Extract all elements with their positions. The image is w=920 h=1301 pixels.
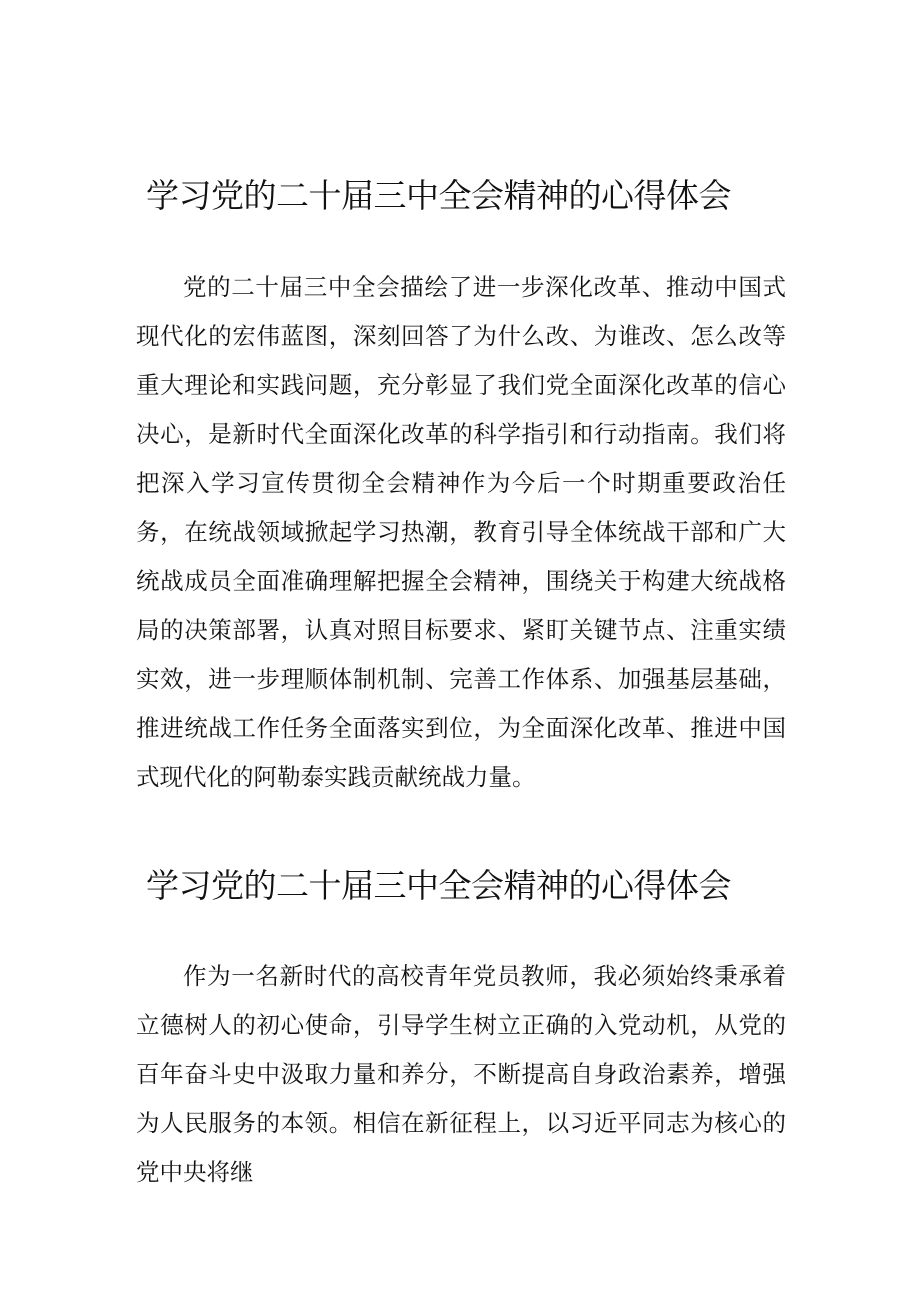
section-2-title: 学习党的二十届三中全会精神的心得体会 [146, 866, 731, 905]
section-2-paragraph: 作为一名新时代的高校青年党员教师，我必须始终秉承着立德树人的初心使命，引导学生树立正确的入党动机，从党的百年奋斗史中汲取力量和养分，不断提高自身政治素养，增强为人民服务的本领。相信在新征程上，以习近平同志为核心的党中央将继 [136, 962, 786, 1186]
section-1-title: 学习党的二十届三中全会精神的心得体会 [146, 176, 731, 215]
section-1-paragraph: 党的二十届三中全会描绘了进一步深化改革、推动中国式现代化的宏伟蓝图，深刻回答了为什么改、为谁改、怎么改等重大理论和实践问题，充分彰显了我们党全面深化改革的信心决心，是新时代全面深化改革的科学指引和行动指南。我们将把深入学习宣传贯彻全会精神作为今后一个时期重要政治任务，在统战领域掀起学习热潮，教育引导全体统战干部和广大统战成员全面准确理解把握全会精神，围绕关于构建大统战格局的决策部署，认真对照目标要求、紧盯关键节点、注重实绩实效，进一步理顺体制机制、完善工作体系、加强基层基础，推进统战工作任务全面落实到位，为全面深化改革、推进中国式现代化的阿勒泰实践贡献统战力量。 [136, 273, 786, 791]
